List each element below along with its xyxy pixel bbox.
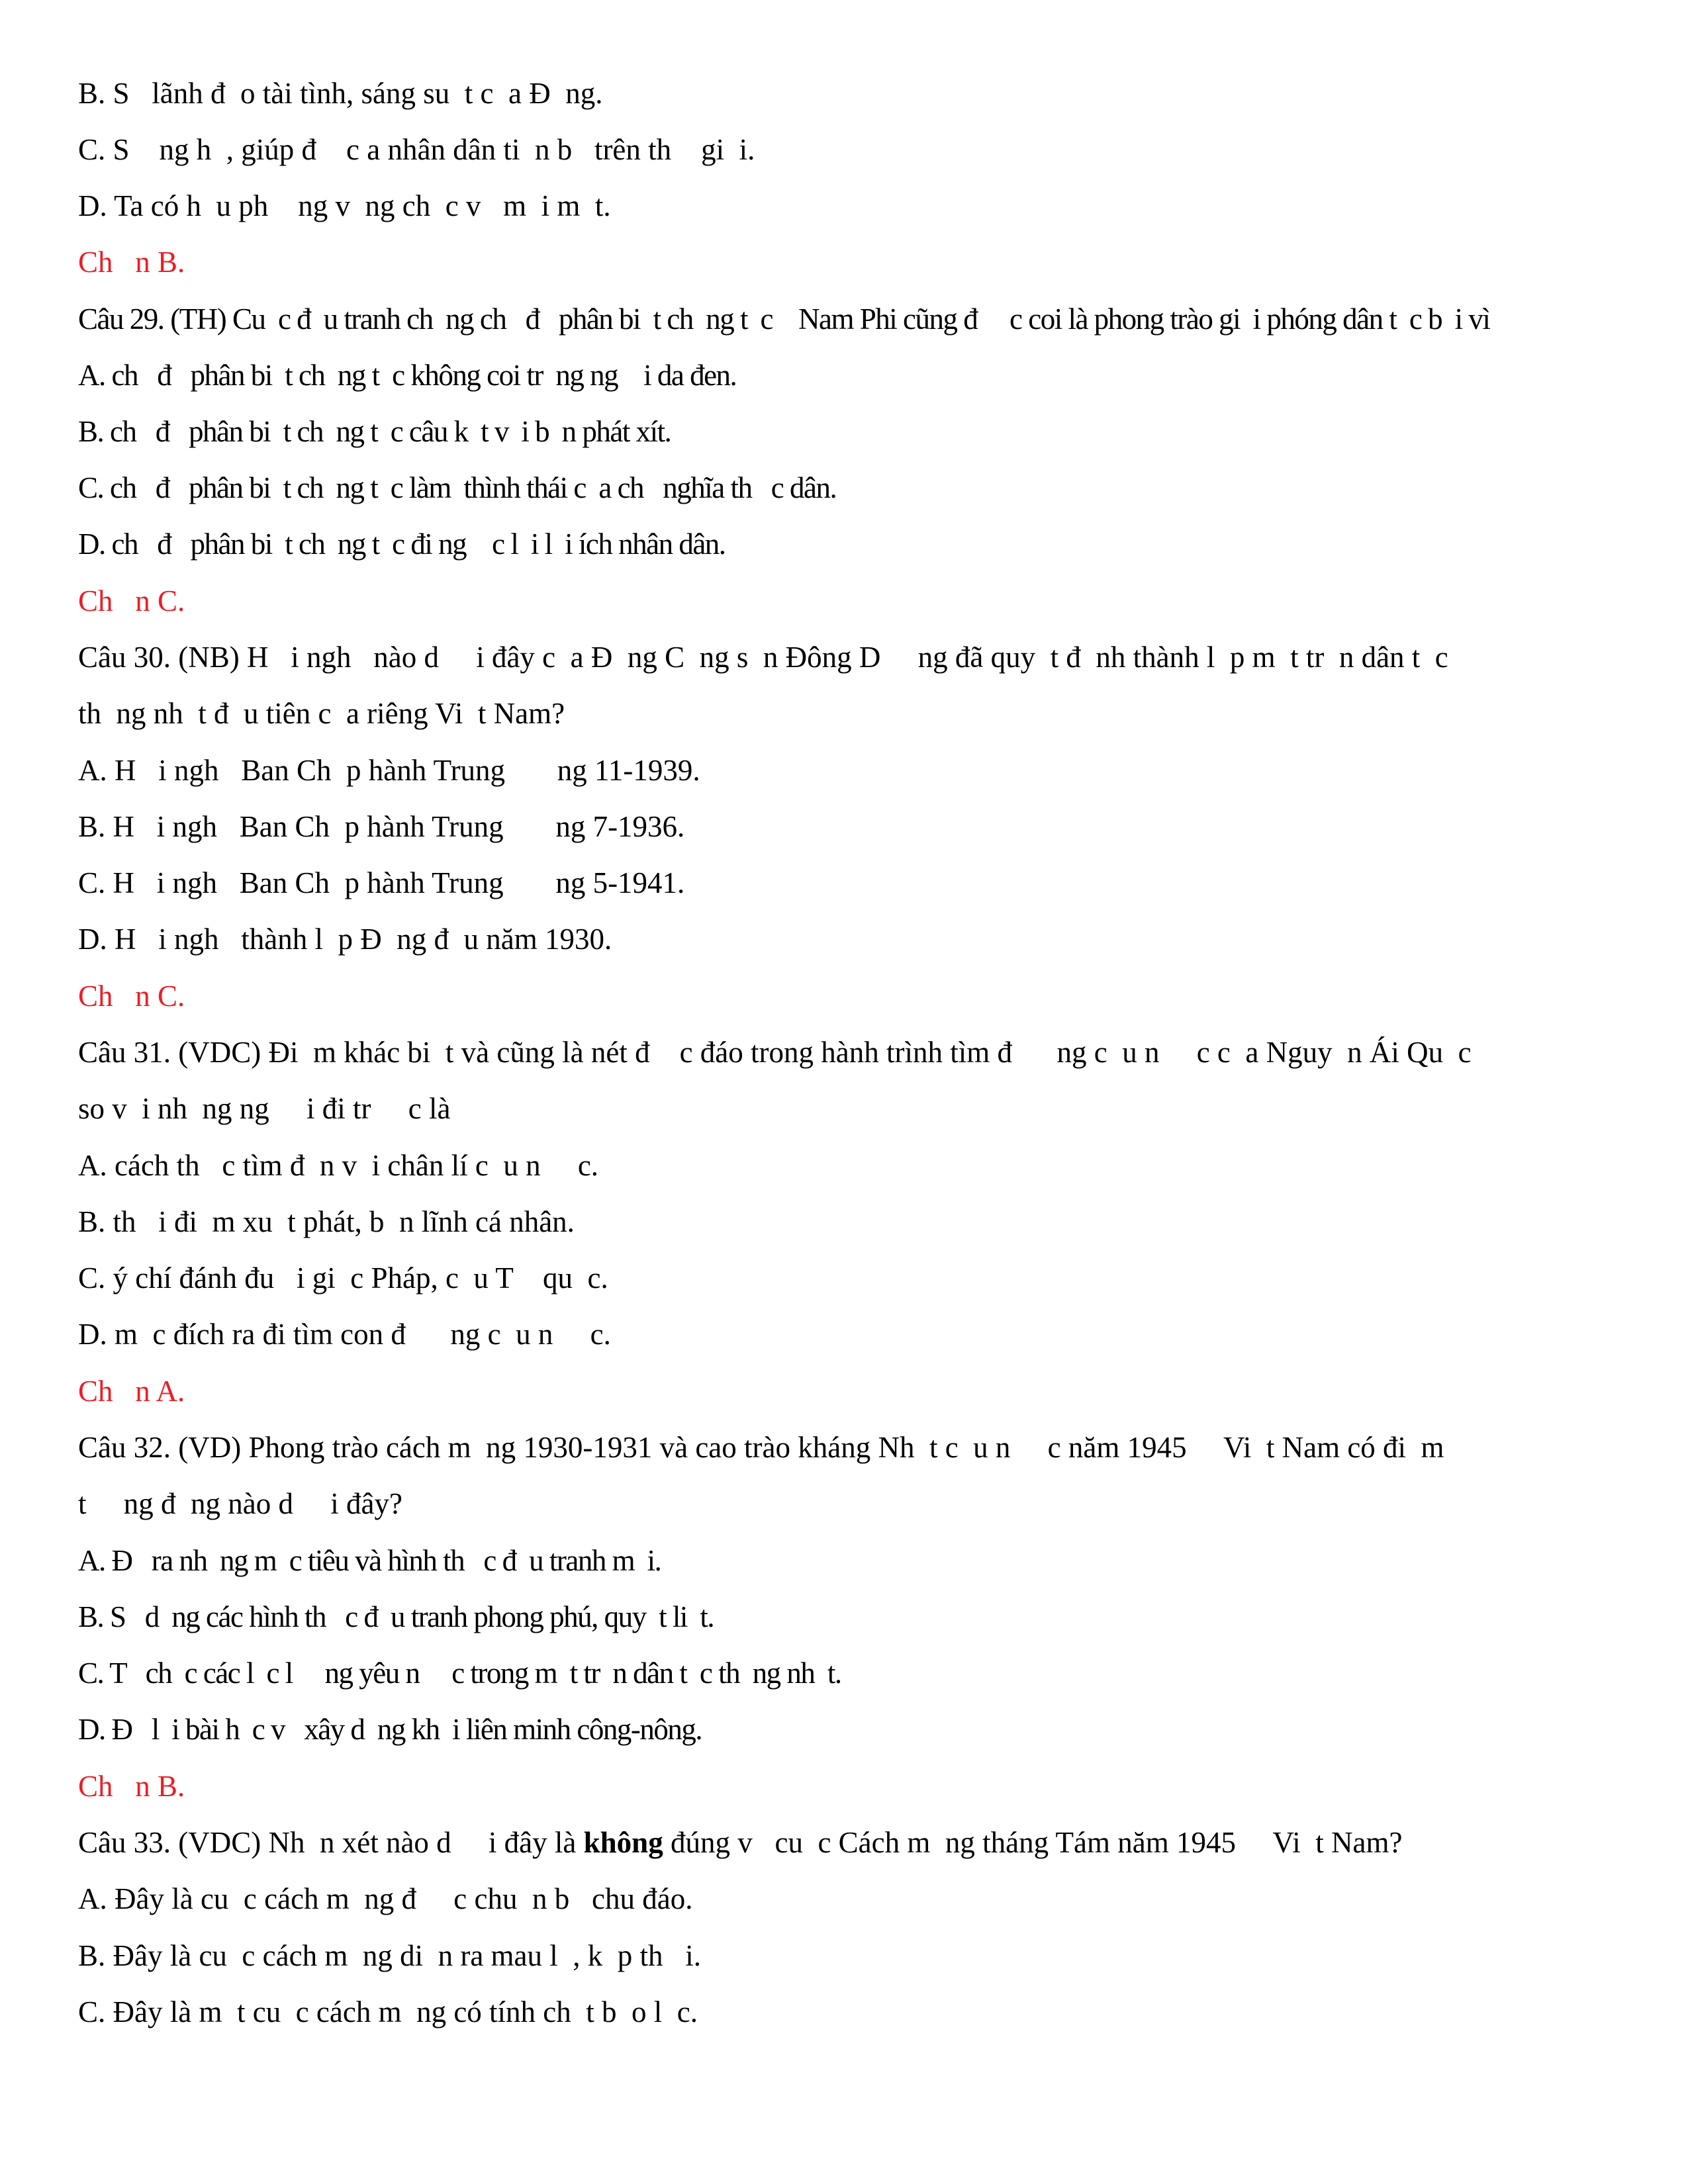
option-b-q28: B. S lãnh đ o tài tình, sáng su t c a Đ ng. bbox=[78, 77, 603, 110]
option-b-q31: B. th i đi m xu t phát, b n lĩnh cá nhân. bbox=[78, 1205, 575, 1238]
option-c-q33: C. Đây là m t cu c cách m ng có tính ch t b o l c. bbox=[78, 1995, 698, 2028]
option-d-q32: D. Đ l i bài h c v xây d ng kh i liên minh công-nông. bbox=[78, 1713, 702, 1746]
option-c-q32: C. T ch c các l c l ng yêu n c trong m t tr n dân t c th ng nh t. bbox=[78, 1657, 841, 1690]
option-c-q29: C. ch đ phân bi t ch ng t c làm thình thái c a ch nghĩa th c dân. bbox=[78, 471, 837, 504]
option-b-q29: B. ch đ phân bi t ch ng t c câu k t v i b n phát xít. bbox=[78, 415, 671, 448]
question-32: Câu 32. (VD) Phong trào cách m ng 1930-1931 và cao trào kháng Nh t c u n c năm 1945 Vi t Nam có đi m bbox=[78, 1431, 1444, 1464]
question-33-text-start: Câu 33. (VDC) Nh n xét nào d i đây là bbox=[78, 1826, 584, 1859]
option-c-q28: C. S ng h , giúp đ c a nhân dân ti n b trên th gi i. bbox=[78, 133, 755, 166]
question-32-cont: t ng đ ng nào d i đây? bbox=[78, 1487, 402, 1520]
question-29: Câu 29. (TH) Cu c đ u tranh ch ng ch đ phân bi t ch ng t c Nam Phi cũng đ c coi là phong trào gi i phóng dân t c b i vì bbox=[78, 302, 1490, 336]
option-d-q30: D. H i ngh thành l p Đ ng đ u năm 1930. bbox=[78, 923, 612, 956]
option-a-q30: A. H i ngh Ban Ch p hành Trung ng 11-1939. bbox=[78, 754, 700, 787]
question-31: Câu 31. (VDC) Đi m khác bi t và cũng là nét đ c đáo trong hành trình tìm đ ng c u n c c a Nguy n Ái Qu c bbox=[78, 1036, 1472, 1069]
option-a-q31: A. cách th c tìm đ n v i chân lí c u n c. bbox=[78, 1149, 599, 1182]
option-d-q31: D. m c đích ra đi tìm con đ ng c u n c. bbox=[78, 1318, 611, 1351]
question-31-cont: so v i nh ng ng i đi tr c là bbox=[78, 1092, 451, 1125]
answer-q31: Ch n A. bbox=[78, 1375, 185, 1408]
option-d-q28: D. Ta có h u ph ng v ng ch c v m i m t. bbox=[78, 189, 611, 222]
answer-q30: Ch n C. bbox=[78, 979, 185, 1013]
option-a-q29: A. ch đ phân bi t ch ng t c không coi tr ng ng i da đen. bbox=[78, 359, 737, 392]
option-a-q32: A. Đ ra nh ng m c tiêu và hình th c đ u tranh m i. bbox=[78, 1544, 661, 1577]
option-b-q30: B. H i ngh Ban Ch p hành Trung ng 7-1936. bbox=[78, 810, 685, 843]
question-33 bbox=[78, 1824, 1620, 1861]
answer-q29: Ch n C. bbox=[78, 584, 185, 617]
answer-q32: Ch n B. bbox=[78, 1770, 185, 1803]
option-c-q30: C. H i ngh Ban Ch p hành Trung ng 5-1941. bbox=[78, 866, 685, 899]
option-c-q31: C. ý chí đánh đu i gi c Pháp, c u T qu c. bbox=[78, 1261, 608, 1295]
option-b-q33: B. Đây là cu c cách m ng di n ra mau l , k p th i. bbox=[78, 1939, 702, 1972]
option-d-q29: D. ch đ phân bi t ch ng t c đi ng c l i l i ích nhân dân. bbox=[78, 527, 726, 561]
question-33-text-end: đúng v cu c Cách m ng tháng Tám năm 1945 Vi t Nam? bbox=[663, 1826, 1403, 1859]
question-30-cont: th ng nh t đ u tiên c a riêng Vi t Nam? bbox=[78, 697, 565, 730]
question-33-bold-word: không bbox=[583, 1826, 663, 1859]
option-b-q32: B. S d ng các hình th c đ u tranh phong phú, quy t li t. bbox=[78, 1600, 714, 1633]
question-30: Câu 30. (NB) H i ngh nào d i đây c a Đ ng C ng s n Đông D ng đã quy t đ nh thành l p m t tr n dân t c bbox=[78, 641, 1448, 674]
answer-q28: Ch n B. bbox=[78, 246, 185, 279]
option-a-q33: A. Đây là cu c cách m ng đ c chu n b chu đáo. bbox=[78, 1882, 693, 1915]
